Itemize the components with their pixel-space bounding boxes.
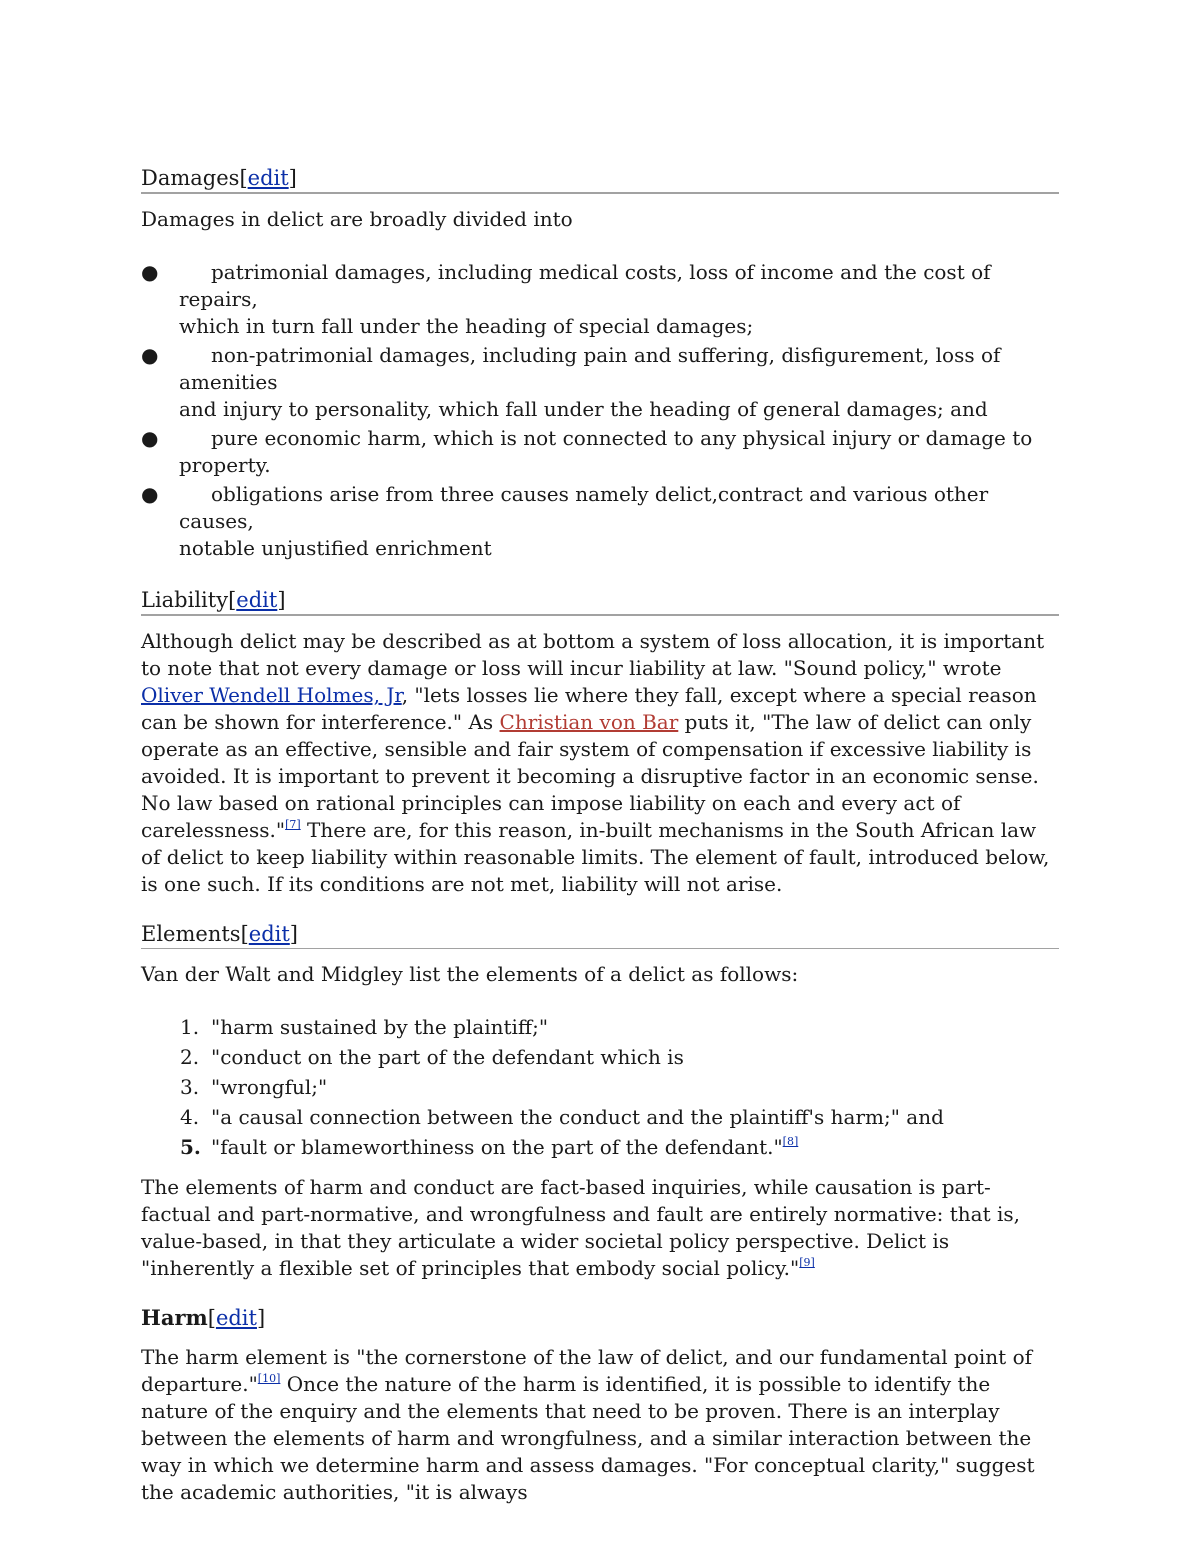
damages-intro: Damages in delict are broadly divided into	[141, 207, 573, 231]
list-number: 3.	[180, 1075, 200, 1099]
section-heading-damages	[141, 164, 1059, 194]
paragraph-text: puts it, "The law of delict can only operate as an effective, sensible and fair system of compensation if excessive liability is avoided. It is important to prevent it becoming a disruptive factor in an economic sense. No law based on rational principles can impose liability on each and every act of carelessness."	[141, 710, 1039, 842]
paragraph-text: The harm element is "the cornerstone of the law of delict, and our fundamental point of departure."	[141, 1345, 1033, 1396]
section-heading-elements	[141, 920, 1059, 949]
list-text: "fault or blameworthiness on the part of the defendant."	[211, 1135, 783, 1159]
paragraph-text: There are, for this reason, in-built mechanisms in the South African law of delict to keep liability within reasonable limits. The element of fault, introduced below, is one such. If its conditions are not met, liability will not arise.	[141, 818, 1050, 896]
bracket-close: ]	[289, 922, 298, 946]
list-number: 2.	[180, 1045, 200, 1069]
bullet-icon: ●	[141, 426, 159, 450]
bullet-text-first: obligations arise from three causes namely delict,contract and various other causes,	[179, 482, 989, 533]
list-item	[141, 481, 1059, 562]
bullet-text-rest: and injury to personality, which fall under the heading of general damages; and	[179, 397, 988, 421]
bullet-text-rest: notable unjustified enrichment	[179, 536, 492, 560]
bracket-open: [	[207, 1306, 216, 1330]
heading-text: Damages	[141, 166, 240, 190]
list-text: "harm sustained by the plaintiff;"	[211, 1015, 549, 1039]
liability-paragraph	[141, 628, 1059, 898]
list-item	[141, 1102, 1059, 1132]
footnote-ref-8[interactable]: [8]	[782, 1135, 799, 1148]
link-oliver-wendell-holmes[interactable]: Oliver Wendell Holmes, Jr	[141, 683, 402, 707]
elements-numbered-list	[141, 1012, 1059, 1162]
list-number: 1.	[180, 1015, 200, 1039]
heading-text: Liability	[141, 588, 229, 612]
harm-paragraph	[141, 1344, 1059, 1506]
bracket-close: ]	[277, 588, 286, 612]
bracket-close: ]	[256, 1306, 266, 1330]
bullet-text-first: patrimonial damages, including medical costs, loss of income and the cost of repairs,	[179, 260, 991, 311]
list-item	[141, 342, 1059, 423]
bullet-text-first: non-patrimonial damages, including pain and suffering, disfigurement, loss of amenities	[179, 343, 1001, 394]
section-heading-liability	[141, 586, 1059, 616]
list-item	[141, 1072, 1059, 1102]
link-christian-von-bar[interactable]: Christian von Bar	[499, 710, 679, 734]
edit-link-liability[interactable]: edit	[236, 588, 278, 612]
list-text: "conduct on the part of the defendant which is	[211, 1045, 684, 1069]
edit-link-harm[interactable]: edit	[215, 1306, 257, 1330]
paragraph-text: Once the nature of the harm is identified, it is possible to identify the nature of the enquiry and the elements that need to be proven. There is an interplay between the elements of harm and wrongfulness, and a similar interaction between the way in which we determine harm and assess damages. "For conceptual clarity," suggest the academic authorities, "it is always	[141, 1372, 1035, 1504]
section-heading-harm	[141, 1304, 1059, 1332]
edit-link-elements[interactable]: edit	[248, 922, 290, 946]
bracket-open: [	[240, 922, 249, 946]
damages-bullet-list	[141, 259, 1059, 562]
footnote-ref-7[interactable]: [7]	[285, 818, 301, 831]
list-item	[141, 1042, 1059, 1072]
bullet-icon: ●	[141, 482, 159, 506]
bullet-text-first: pure economic harm, which is not connected to any physical injury or damage to	[211, 426, 1033, 450]
bracket-open: [	[239, 166, 248, 190]
elements-paragraph	[141, 1174, 1059, 1282]
bullet-icon: ●	[141, 343, 159, 367]
list-item	[141, 425, 1059, 479]
list-text: "wrongful;"	[211, 1075, 328, 1099]
paragraph-text: Although delict may be described as at bottom a system of loss allocation, it is important to note that not every damage or loss will incur liability at law. "Sound policy," wrote	[141, 629, 1045, 680]
list-text: "a causal connection between the conduct and the plaintiff's harm;" and	[211, 1105, 944, 1129]
edit-link-damages[interactable]: edit	[247, 166, 289, 190]
paragraph-text: , "lets losses lie where they fall, except where a special reason can be shown for interference." As	[141, 683, 1037, 734]
list-number: 4.	[180, 1105, 200, 1129]
bracket-open: [	[228, 588, 237, 612]
footnote-ref-9[interactable]: [9]	[799, 1256, 815, 1269]
heading-text: Elements	[141, 922, 241, 946]
list-number: 5.	[180, 1135, 201, 1159]
list-item	[141, 259, 1059, 340]
bracket-close: ]	[288, 166, 297, 190]
list-item	[141, 1012, 1059, 1042]
list-item	[141, 1132, 1059, 1162]
heading-text: Harm	[141, 1305, 208, 1330]
bullet-icon: ●	[141, 260, 159, 284]
document-page	[141, 164, 1059, 1506]
footnote-ref-10[interactable]: [10]	[257, 1372, 281, 1385]
bullet-text-rest: which in turn fall under the heading of special damages;	[179, 314, 754, 338]
elements-intro: Van der Walt and Midgley list the elements of a delict as follows:	[141, 962, 799, 986]
bullet-text-rest: property.	[179, 453, 271, 477]
paragraph-text: The elements of harm and conduct are fact-based inquiries, while causation is part-factual and part-normative, and wrongfulness and fault are entirely normative: that is, value-based, in that they articulate a wider societal policy perspective. Delict is "inherently a flexible set of principles that embody social policy."	[141, 1175, 1021, 1280]
